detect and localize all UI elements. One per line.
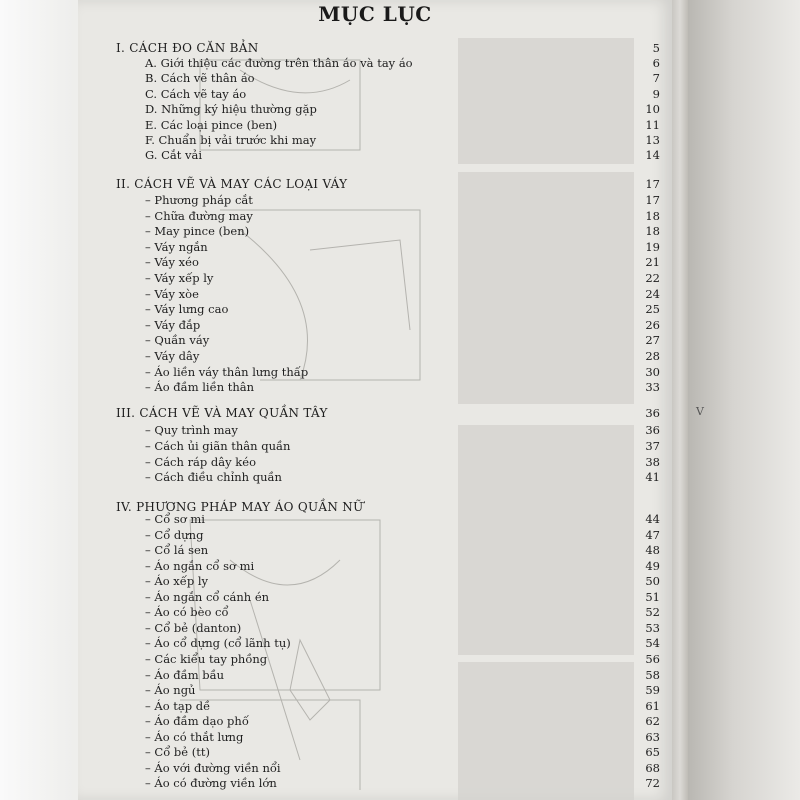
toc-entry: – May pince (ben) <box>145 224 250 239</box>
toc-page-number: 51 <box>645 589 660 604</box>
section-heading: I. CÁCH ĐO CĂN BẢN <box>116 41 259 55</box>
toc-page-number: 50 <box>645 574 660 589</box>
toc-page-number: 47 <box>645 527 660 542</box>
toc-page-number: 30 <box>645 364 660 379</box>
toc-page-number: 48 <box>645 543 660 558</box>
toc-entry: – Cách điều chỉnh quần <box>145 470 282 485</box>
toc-entry: B. Cách vẽ thân áo <box>145 71 255 86</box>
toc-entry: – Áo với đường viền nổi <box>145 760 281 775</box>
toc-entry: – Áo cổ dựng (cổ lãnh tụ) <box>145 636 291 651</box>
toc-page-number: 18 <box>645 208 660 223</box>
section-page-number: 17 <box>645 177 660 191</box>
toc-page-number: 72 <box>645 776 660 791</box>
toc-page-number: 21 <box>645 255 660 270</box>
toc-page-number: 25 <box>645 302 660 317</box>
page-title: MỤC LỤC <box>318 2 432 26</box>
toc-entry: – Áo đầm dạo phố <box>145 714 249 729</box>
toc-page-number: 56 <box>645 651 660 666</box>
toc-entry: – Chữa đường may <box>145 208 253 223</box>
toc-entry: – Cách ráp dây kéo <box>145 454 257 469</box>
toc-page-number: 6 <box>652 56 660 70</box>
toc-entry: – Váy đắp <box>145 317 201 332</box>
next-page-letter: V <box>696 405 704 418</box>
toc-page-number: 59 <box>645 683 660 698</box>
toc-entry: – Cách ủi giãn thân quần <box>145 438 291 453</box>
toc-entry: – Quy trình may <box>145 423 238 437</box>
toc-page-number: 13 <box>645 133 660 147</box>
toc-entry: E. Các loại pince (ben) <box>145 117 278 132</box>
toc-entry: – Các kiểu tay phồng <box>145 651 268 666</box>
toc-page-number: 44 <box>645 512 660 526</box>
toc-entry: C. Cách vẽ tay áo <box>145 86 247 101</box>
toc-page-number: 41 <box>645 470 660 485</box>
toc-page-number: 27 <box>645 333 660 348</box>
toc-page-number: 65 <box>645 745 660 760</box>
toc-page-number: 37 <box>645 438 660 453</box>
toc-entry: – Váy xòe <box>145 286 199 301</box>
section-page-number: 36 <box>645 406 660 420</box>
toc-entry: – Cổ bẻ (tt) <box>145 745 210 760</box>
toc-page-number: 19 <box>645 239 660 254</box>
toc-page-number: 11 <box>645 117 660 132</box>
toc-page-number: 22 <box>645 271 660 285</box>
toc-entry: – Áo có đường viền lớn <box>145 776 277 791</box>
toc-page-number: 18 <box>645 224 660 239</box>
toc-entry: – Áo đầm bầu <box>145 667 225 682</box>
toc-entry: – Váy xéo <box>145 255 199 270</box>
toc-page-number: 33 <box>645 380 660 395</box>
toc-entry: – Cổ lá sen <box>145 543 209 558</box>
toc-entry: – Cổ bẻ (danton) <box>145 620 242 635</box>
toc-entry: G. Cắt vải <box>145 148 203 163</box>
toc-entry: – Cổ dựng <box>145 527 204 542</box>
toc-entry: A. Giới thiệu các đường trên thân áo và tay áo <box>145 56 413 70</box>
toc-entry: – Cổ sơ mi <box>145 512 205 526</box>
toc-page-number: 53 <box>645 620 660 635</box>
toc-entry: – Áo ngắn cổ sơ mi <box>145 558 255 573</box>
toc-entry: – Phương pháp cắt <box>145 193 253 207</box>
toc-page-number: 63 <box>645 729 660 744</box>
toc-entry: – Áo có thắt lưng <box>145 729 244 744</box>
section-heading: IV. PHƯƠNG PHÁP MAY ÁO QUẦN NỮ <box>116 500 364 514</box>
toc-entry: – Váy lưng cao <box>145 302 229 317</box>
toc-entry: D. Những ký hiệu thường gặp <box>145 102 317 117</box>
toc-page-number: 61 <box>645 698 660 713</box>
toc-page-number: 49 <box>645 558 660 573</box>
toc-page-number: 10 <box>645 102 660 117</box>
toc-page-number: 9 <box>652 86 660 101</box>
toc-page-number: 68 <box>645 760 660 775</box>
toc-page-number: 58 <box>645 667 660 682</box>
toc-page-number: 14 <box>645 148 660 163</box>
toc-page-number: 26 <box>645 317 660 332</box>
toc-entry: – Áo có bèo cổ <box>145 605 229 620</box>
toc-page-number: 17 <box>645 193 660 207</box>
toc-entry: – Váy dây <box>145 349 200 363</box>
toc-entry: – Áo ngắn cổ cánh én <box>145 589 270 604</box>
toc-page-number: 54 <box>645 636 660 651</box>
toc-page-number: 38 <box>645 454 660 469</box>
section-heading: II. CÁCH VẼ VÀ MAY CÁC LOẠI VÁY <box>116 177 348 191</box>
toc-page-number: 28 <box>645 349 660 363</box>
toc-entry: – Áo đầm liền thân <box>145 380 255 395</box>
toc-page-number: 52 <box>645 605 660 620</box>
toc-entry: – Áo ngủ <box>145 683 196 698</box>
toc-page-number: 24 <box>645 286 660 301</box>
toc-page-number: 36 <box>645 423 660 437</box>
section-heading: III. CÁCH VẼ VÀ MAY QUẦN TÂY <box>116 406 328 420</box>
section-page-number: 5 <box>652 41 660 55</box>
toc-entry: – Váy xếp ly <box>145 271 214 285</box>
toc-entry: – Áo tạp dề <box>145 698 211 713</box>
toc-entry: – Quần váy <box>145 333 210 348</box>
toc-entry: F. Chuẩn bị vải trước khi may <box>145 133 317 147</box>
toc-page-number: 7 <box>652 71 660 86</box>
toc-entry: – Váy ngắn <box>145 239 208 254</box>
toc-entry: – Áo xếp ly <box>145 574 209 589</box>
toc-page-number: 62 <box>645 714 660 729</box>
toc-entry: – Áo liền váy thân lưng thấp <box>145 364 309 379</box>
